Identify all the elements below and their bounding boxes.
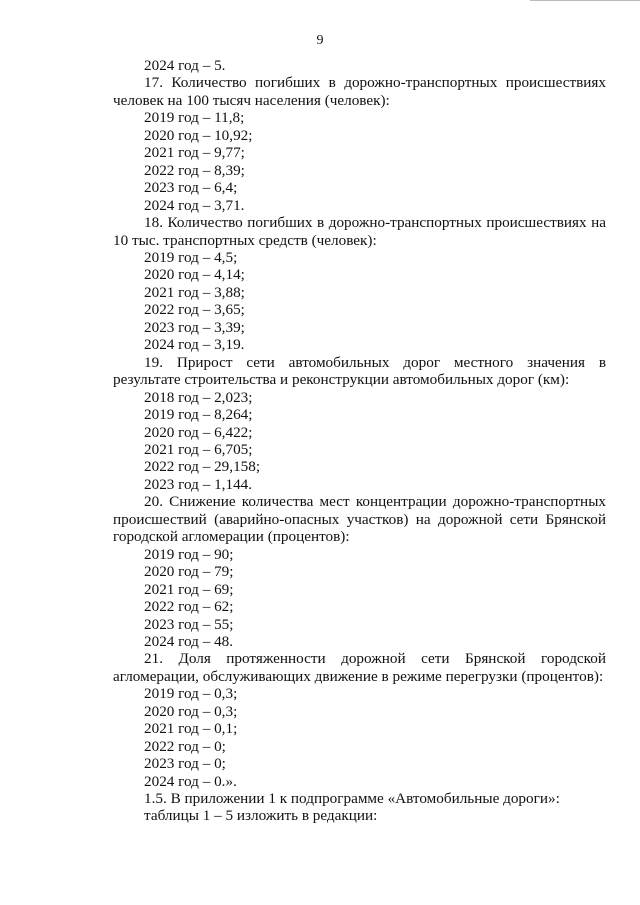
text-line: 2019 год – 8,264; bbox=[144, 406, 253, 424]
text-line: 2019 год – 90; bbox=[144, 545, 234, 563]
text-line: 2022 год – 0; bbox=[144, 737, 226, 755]
text-line: 2024 год – 0.». bbox=[144, 772, 237, 790]
text-line: 2019 год – 4,5; bbox=[144, 248, 238, 266]
paragraph: 19. Прирост сети автомобильных дорог местного значения в результате строительства и реконструкции автомобильных дорог (км): bbox=[113, 353, 606, 389]
text-line: таблицы 1 – 5 изложить в редакции: bbox=[144, 807, 378, 825]
text-line: 2021 год – 9,77; bbox=[144, 144, 245, 162]
text-line: 2024 год – 3,19. bbox=[144, 336, 245, 354]
text-line: 2019 год – 0,3; bbox=[144, 685, 238, 703]
text-line: 2023 год – 55; bbox=[144, 615, 234, 633]
text-line: 2020 год – 79; bbox=[144, 563, 234, 581]
text-line: 2020 год – 10,92; bbox=[144, 126, 253, 144]
text-line: 2022 год – 3,65; bbox=[144, 301, 245, 319]
paragraph: 17. Количество погибших в дорожно-транспортных происшествиях человек на 100 тысяч населения (человек): bbox=[113, 74, 606, 109]
text-line: 2024 год – 5. bbox=[144, 57, 226, 74]
top-edge-line bbox=[530, 0, 640, 1]
text-line: 2024 год – 3,71. bbox=[144, 196, 245, 214]
text-line: 2024 год – 48. bbox=[144, 632, 234, 650]
document-body bbox=[113, 57, 606, 825]
text-line: 2022 год – 29,158; bbox=[144, 458, 261, 476]
page-number: 9 bbox=[316, 33, 324, 48]
text-line: 2023 год – 6,4; bbox=[144, 179, 238, 197]
paragraph: 21. Доля протяженности дорожной сети Брянской городской агломерации, обслуживающих движение в режиме перегрузки (процентов): bbox=[113, 650, 606, 685]
text-line: 2020 год – 6,422; bbox=[144, 423, 253, 441]
text-line: 2021 год – 6,705; bbox=[144, 440, 253, 458]
paragraph: 18. Количество погибших в дорожно-транспортных происшествиях на 10 тыс. транспортных средств (человек): bbox=[113, 214, 606, 249]
text-line: 2022 год – 62; bbox=[144, 598, 234, 616]
text-line: 2021 год – 0,1; bbox=[144, 720, 238, 738]
text-line: 2020 год – 4,14; bbox=[144, 266, 245, 284]
text-line: 2023 год – 0; bbox=[144, 755, 226, 773]
text-line: 2021 год – 3,88; bbox=[144, 283, 245, 301]
paragraph: 20. Снижение количества мест концентрации дорожно-транспортных происшествий (аварийно-опасных участков) на дорожной сети Брянской городской агломерации (процентов): bbox=[113, 493, 606, 546]
text-line: 2023 год – 1,144. bbox=[144, 475, 253, 493]
text-line: 2021 год – 69; bbox=[144, 580, 234, 598]
text-line: 2023 год – 3,39; bbox=[144, 318, 245, 336]
text-line: 1.5. В приложении 1 к подпрограмме «Автомобильные дороги»: bbox=[144, 790, 560, 808]
text-line: 2022 год – 8,39; bbox=[144, 161, 245, 179]
text-line: 2018 год – 2,023; bbox=[144, 388, 253, 406]
text-line: 2019 год – 11,8; bbox=[144, 109, 245, 127]
text-line: 2020 год – 0,3; bbox=[144, 702, 238, 720]
